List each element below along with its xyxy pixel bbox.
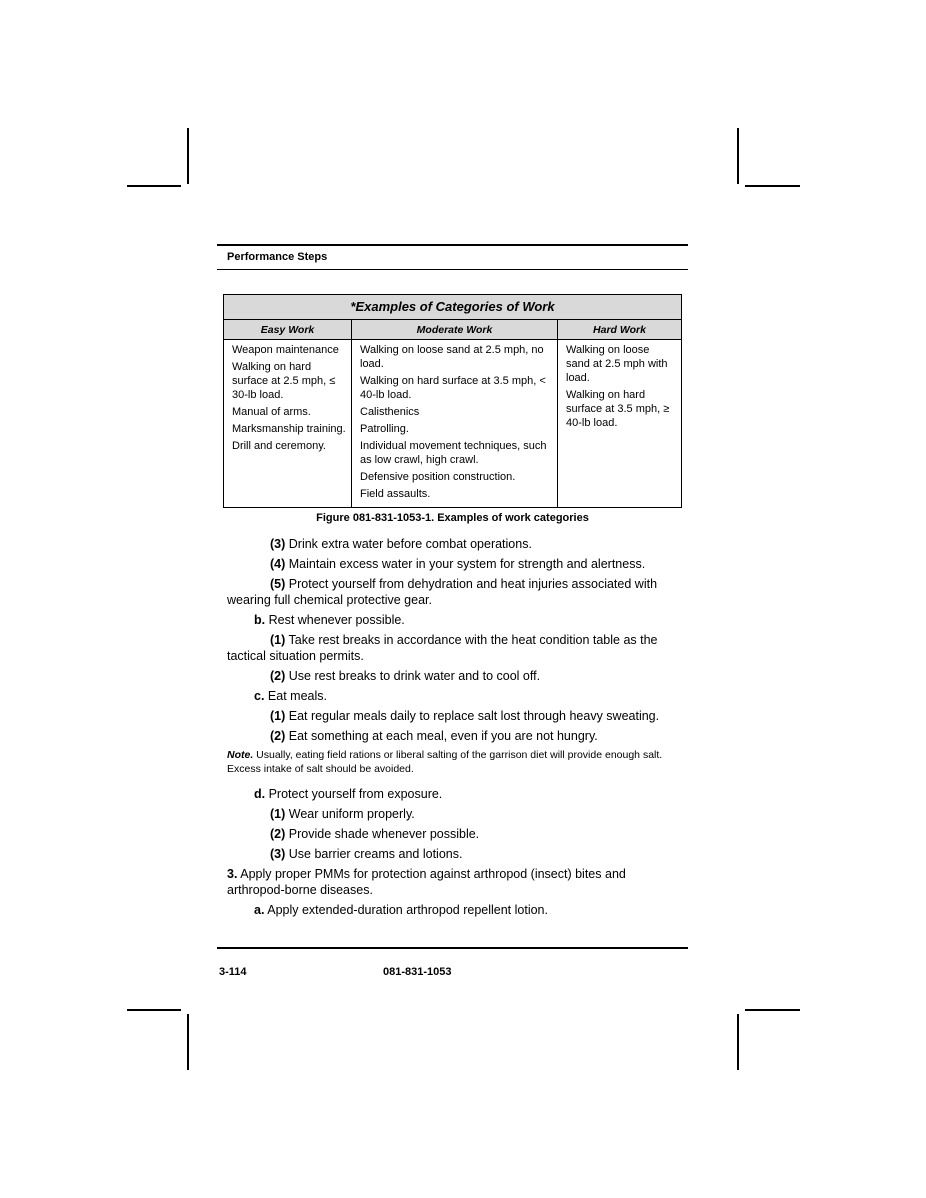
work-categories-table <box>223 294 682 508</box>
step-item <box>227 688 685 704</box>
table-item: Manual of arms. <box>232 406 311 418</box>
crop-mark <box>745 185 800 187</box>
step-item <box>227 846 685 862</box>
step-item <box>227 708 685 724</box>
step-text: Apply proper PMMs for protection against arthropod (insect) bites and arthropod-borne diseases. <box>227 867 626 897</box>
step-text: Protect yourself from exposure. <box>268 787 443 801</box>
step-text: Use barrier creams and lotions. <box>288 847 463 861</box>
column-header-easy: Easy Work <box>224 320 352 340</box>
table-item: Weapon maintenance <box>232 344 339 356</box>
step-item <box>227 866 685 898</box>
step-label: (1) <box>270 709 286 723</box>
figure-caption: Figure 081-831-1053-1. Examples of work categories <box>316 512 589 524</box>
table-item: Walking on hard surface at 3.5 mph, < 40-lb load. <box>360 375 546 401</box>
step-item <box>227 668 685 684</box>
step-text: Apply extended-duration arthropod repellent lotion. <box>267 903 548 917</box>
table-item: Individual movement techniques, such as low crawl, high crawl. <box>360 440 547 466</box>
step-text: Eat regular meals daily to replace salt lost through heavy sweating. <box>288 709 660 723</box>
table-item: Walking on loose sand at 2.5 mph, no load. <box>360 344 544 370</box>
step-text: Drink extra water before combat operations. <box>288 537 532 551</box>
hard-work-cell <box>558 340 682 508</box>
table-item: Defensive position construction. <box>360 471 516 483</box>
crop-mark <box>745 1009 800 1011</box>
step-item <box>227 632 685 664</box>
table-item: Walking on loose sand at 2.5 mph with load. <box>566 344 668 384</box>
column-header-hard: Hard Work <box>558 320 682 340</box>
page-number: 3-114 <box>219 966 247 978</box>
step-label: (5) <box>270 577 286 591</box>
table-item: Marksmanship training. <box>232 423 346 435</box>
header-bottom-rule <box>217 269 688 270</box>
step-item <box>227 556 685 572</box>
moderate-work-cell <box>352 340 558 508</box>
footer-rule <box>217 947 688 949</box>
note <box>227 748 685 776</box>
step-label: (2) <box>270 669 286 683</box>
step-item <box>227 728 685 744</box>
step-text: Rest whenever possible. <box>268 613 405 627</box>
step-item <box>227 612 685 628</box>
crop-mark <box>127 1009 181 1011</box>
table-item: Calisthenics <box>360 406 420 418</box>
step-text: Eat meals. <box>267 689 327 703</box>
step-label: (1) <box>270 807 286 821</box>
crop-mark <box>737 128 739 184</box>
crop-mark <box>187 1014 189 1070</box>
step-label: (2) <box>270 827 286 841</box>
step-label: 3. <box>227 867 238 881</box>
page-header-title: Performance Steps <box>227 251 328 263</box>
easy-work-cell <box>224 340 352 508</box>
step-item <box>227 826 685 842</box>
step-label: b. <box>254 613 266 627</box>
column-header-moderate: Moderate Work <box>352 320 558 340</box>
table-title: *Examples of Categories of Work <box>224 295 682 320</box>
table-item: Walking on hard surface at 2.5 mph, ≤ 30-lb load. <box>232 361 336 401</box>
step-label: (1) <box>270 633 286 647</box>
header-top-rule <box>217 244 688 246</box>
step-text: Wear uniform properly. <box>288 807 415 821</box>
step-label: (4) <box>270 557 286 571</box>
step-label: c. <box>254 689 265 703</box>
step-item <box>227 902 685 918</box>
crop-mark <box>187 128 189 184</box>
step-text: Maintain excess water in your system for strength and alertness. <box>288 557 646 571</box>
step-item <box>227 576 685 608</box>
table-item: Field assaults. <box>360 488 431 500</box>
step-label: (2) <box>270 729 286 743</box>
step-text: Use rest breaks to drink water and to cool off. <box>288 669 541 683</box>
crop-mark <box>127 185 181 187</box>
performance-steps-body <box>227 536 685 922</box>
step-text: Protect yourself from dehydration and heat injuries associated with wearing full chemical protective gear. <box>227 577 658 607</box>
step-label: a. <box>254 903 265 917</box>
table-item: Patrolling. <box>360 423 409 435</box>
step-item <box>227 806 685 822</box>
step-label: (3) <box>270 847 286 861</box>
step-text: Eat something at each meal, even if you are not hungry. <box>288 729 598 743</box>
task-number: 081-831-1053 <box>383 966 452 978</box>
table-item: Walking on hard surface at 3.5 mph, ≥ 40-lb load. <box>566 389 670 429</box>
step-item <box>227 786 685 802</box>
step-item <box>227 536 685 552</box>
table-item: Drill and ceremony. <box>232 440 326 452</box>
step-label: d. <box>254 787 266 801</box>
step-text: Take rest breaks in accordance with the heat condition table as the tactical situation permits. <box>227 633 658 663</box>
note-label: Note. <box>227 749 254 761</box>
step-label: (3) <box>270 537 286 551</box>
step-text: Provide shade whenever possible. <box>288 827 480 841</box>
note-text: Usually, eating field rations or liberal salting of the garrison diet will provide enough salt. Excess intake of salt should be avoided. <box>227 749 663 775</box>
crop-mark <box>737 1014 739 1070</box>
